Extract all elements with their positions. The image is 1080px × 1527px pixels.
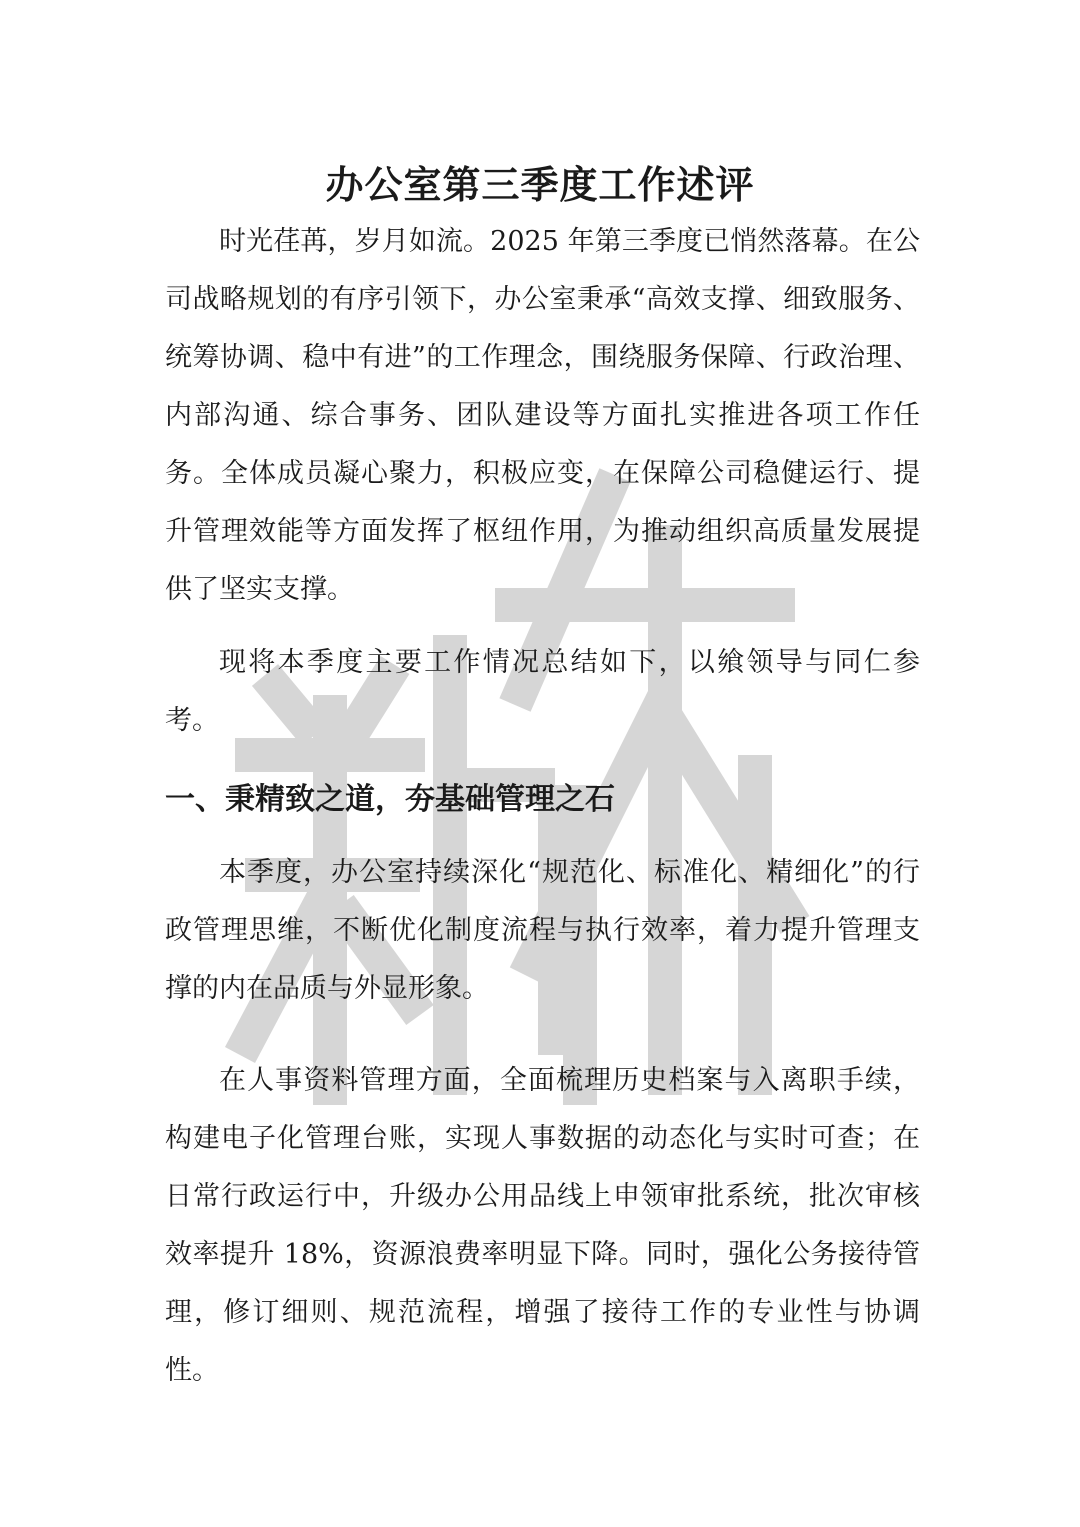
section-heading: 一、秉精致之道，夯基础管理之石 <box>165 782 615 817</box>
section-paragraph: 本季度，办公室持续深化“规范化、标准化、精细化”的行政管理思维，不断优化制度流程与执行效率，着力提升管理支撑的内在品质与外显形象。 <box>165 857 920 1004</box>
summary-paragraph: 现将本季度主要工作情况总结如下，以飨领导与同仁参考。 <box>165 647 920 736</box>
document-title: 办公室第三季度工作述评 <box>325 162 755 208</box>
section-paragraph: 在人事资料管理方面，全面梳理历史档案与入离职手续，构建电子化管理台账，实现人事数据的动态化与实时可查；在日常行政运行中，升级办公用品线上申领审批系统，批次审核效率提升 18%，资源浪费率明显下降。同时，强化公务接待管理，修订细则、规范流程，增强了接待工作的专业性与协调性。 <box>165 1065 920 1386</box>
intro-paragraph: 时光荏苒，岁月如流。2025 年第三季度已悄然落幕。在公司战略规划的有序引领下，办公室秉承“高效支撑、细致服务、统筹协调、稳中有进”的工作理念，围绕服务保障、行政治理、内部沟通、综合事务、团队建设等方面扎实推进各项工作任务。全体成员凝心聚力，积极应变，在保障公司稳健运行、提升管理效能等方面发挥了枢纽作用，为推动组织高质量发展提供了坚实支撑。 <box>165 226 920 605</box>
